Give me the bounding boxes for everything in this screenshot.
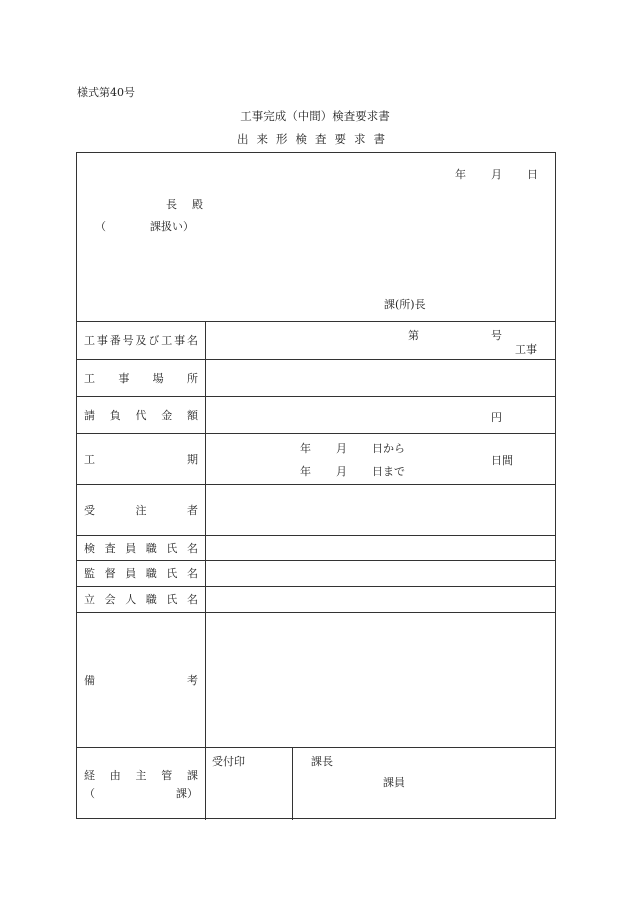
label-char: び (148, 334, 160, 347)
work-number-go: 号 (491, 329, 502, 342)
label-char: 注 (135, 503, 147, 517)
label-via-section-paren (84, 786, 198, 800)
label-char: 工 (84, 334, 95, 347)
date-day: 日 (527, 168, 538, 181)
label-char: 者 (187, 503, 198, 517)
label-char: 考 (187, 673, 198, 687)
label-char: 氏 (166, 593, 178, 606)
label-char: 職 (145, 541, 157, 555)
label-contract-amount (84, 396, 198, 433)
label-char: 備 (84, 673, 95, 687)
label-char: 工 (84, 452, 95, 466)
label-char: （ (84, 787, 95, 800)
label-char: 由 (109, 769, 121, 782)
label-char: 事 (118, 371, 130, 385)
label-char: 課） (176, 787, 198, 800)
period-end-month: 月 (336, 465, 347, 478)
label-char: 事 (96, 334, 108, 347)
period-start-month: 月 (336, 442, 347, 455)
label-via-section (84, 768, 198, 782)
label-char: 事 (174, 334, 186, 347)
section-staff-label: 課員 (383, 776, 405, 789)
label-char: 査 (104, 541, 116, 555)
divider (77, 747, 555, 748)
label-char: 員 (125, 541, 137, 555)
label-char: 経 (84, 769, 95, 782)
addressee-dono: 殿 (192, 198, 203, 211)
label-char: 監 (84, 567, 95, 580)
label-char: 氏 (166, 567, 178, 580)
label-supervisor (84, 560, 198, 586)
label-char: 名 (187, 334, 198, 347)
label-char: 職 (145, 567, 157, 580)
column-divider (292, 747, 293, 820)
label-char: 号 (122, 334, 134, 347)
label-char: 負 (109, 408, 121, 422)
date-month: 月 (491, 168, 502, 181)
column-divider (205, 321, 206, 820)
receipt-stamp-label: 受付印 (212, 755, 245, 768)
period-start-suffix: 日から (372, 442, 405, 455)
label-work-period (84, 433, 198, 484)
addressee-paren: （ (95, 220, 106, 233)
label-char: 額 (187, 408, 198, 422)
date-year: 年 (455, 168, 466, 181)
label-witness (84, 586, 198, 612)
label-char: 会 (104, 593, 116, 606)
label-char: 氏 (166, 541, 178, 555)
label-contractor (84, 484, 198, 535)
label-work-number-name (84, 321, 198, 359)
period-end-year: 年 (300, 465, 311, 478)
label-char: 主 (135, 769, 147, 782)
section-chief-label: 課長 (311, 755, 333, 768)
sender-title: 課(所)長 (384, 298, 426, 311)
label-char: 検 (84, 541, 95, 555)
work-name-koji: 工事 (515, 343, 537, 356)
label-char: 員 (125, 567, 137, 580)
contract-amount-yen: 円 (491, 411, 502, 424)
label-char: 名 (186, 567, 198, 580)
label-char: 督 (104, 567, 116, 580)
period-end-suffix: 日まで (372, 465, 405, 478)
label-char: 工 (84, 371, 95, 385)
label-char: 管 (161, 769, 173, 782)
form-number: 様式第40号 (77, 86, 135, 99)
label-char: 番 (109, 334, 121, 347)
label-char: 請 (84, 408, 95, 422)
label-char: 工 (161, 334, 173, 347)
label-char: 期 (187, 452, 198, 466)
title-completion-inspection: 工事完成（中間）検査要求書 (240, 109, 390, 123)
period-start-year: 年 (300, 442, 311, 455)
period-days: 日間 (491, 454, 513, 467)
label-work-location (84, 359, 198, 396)
label-char: 職 (145, 593, 157, 606)
addressee-cho: 長 (166, 198, 177, 211)
form-table (76, 152, 556, 819)
title-progress-inspection: 出来形検査要求書 (237, 132, 393, 146)
addressee-kanuki: 課扱い） (150, 220, 194, 233)
label-char: 金 (161, 408, 173, 422)
label-char: 受 (84, 503, 95, 517)
label-char: 立 (84, 593, 95, 606)
label-char: 人 (125, 593, 137, 606)
label-char: 代 (135, 408, 147, 422)
label-inspector (84, 535, 198, 560)
label-char: 名 (186, 541, 198, 555)
label-char: 及 (135, 334, 147, 347)
label-char: 課 (187, 769, 198, 782)
label-char: 名 (186, 593, 198, 606)
label-remarks (84, 612, 198, 747)
label-char: 場 (152, 371, 164, 385)
label-char: 所 (186, 371, 198, 385)
work-number-dai: 第 (408, 329, 419, 342)
